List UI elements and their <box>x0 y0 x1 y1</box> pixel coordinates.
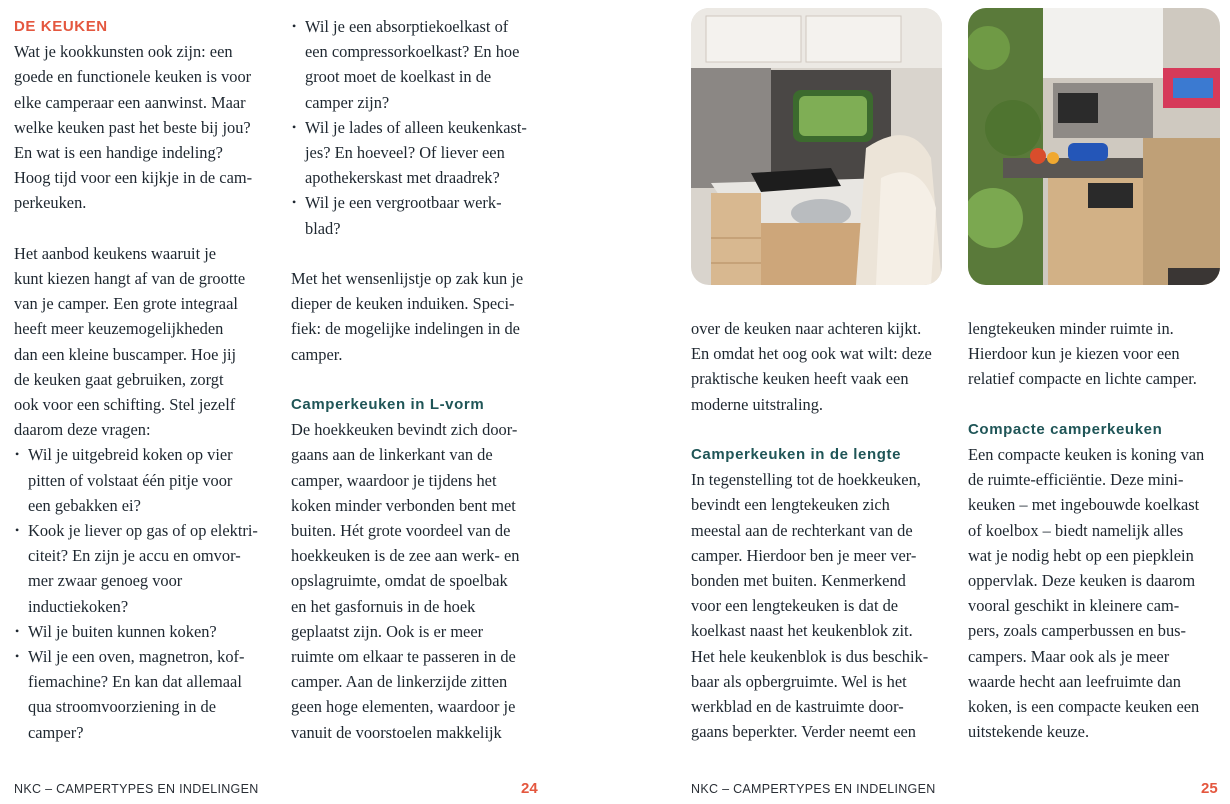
page-number-left: 24 <box>521 780 538 797</box>
text-line: en het gasfornuis in de hoek <box>291 596 476 616</box>
text-line: heeft meer keuzemogelijkheden <box>14 319 224 339</box>
text-line: Het hele keukenblok is dus beschik- <box>691 646 929 666</box>
text-line: En omdat het oog ook wat wilt: deze <box>691 344 932 364</box>
text-line: apothekerskast met draadrek? <box>305 168 500 188</box>
text-line: goede en functionele keuken is voor <box>14 67 252 87</box>
l-shaped-kitchen-photo <box>691 8 942 285</box>
text-line: baar als opbergruimte. Wel is het <box>691 671 907 691</box>
question-list-1 <box>14 442 276 744</box>
text-line: bevindt een lengtekeuken zich <box>691 495 890 515</box>
question-list-2 <box>291 14 553 241</box>
text-line: werkblad en de kastruimte door- <box>691 697 904 717</box>
text-line: In tegenstelling tot de hoekkeuken, <box>691 470 921 490</box>
list-item <box>291 115 553 191</box>
text-line: • Wil je een oven, magnetron, kof- <box>28 647 245 667</box>
list-item <box>14 518 276 619</box>
text-line: keuken – met ingebouwde koelkast <box>968 495 1200 515</box>
text-line: Hierdoor kun je kiezen voor een <box>968 344 1180 364</box>
text-line: de keuken gaat gebruiken, zorgt <box>14 369 224 389</box>
paragraph-continued <box>691 316 953 417</box>
text-line: of koelbox – biedt namelijk alles <box>968 520 1184 540</box>
text-line: camper. Aan de linkerzijde zitten <box>291 672 508 692</box>
text-line: dieper de keuken induiken. Speci- <box>291 294 515 314</box>
text-line: vanuit de voorstoelen makkelijk <box>291 722 502 742</box>
text-line: camper. <box>291 344 343 364</box>
text-line: koelkast naast het keukenblok zit. <box>691 621 913 641</box>
text-line: voor een lengtekeuken is dat de <box>691 596 899 616</box>
list-item <box>14 442 276 518</box>
text-line: fiemachine? En kan dat allemaal <box>28 672 242 692</box>
text-line: vooral geschikt in kleinere cam- <box>968 596 1180 616</box>
text-line: een gebakken ei? <box>28 495 141 515</box>
paragraph-l-vorm <box>291 417 553 745</box>
text-line: De hoekkeuken bevindt zich door- <box>291 420 518 440</box>
right-column-3 <box>691 316 953 744</box>
text-line: perkeuken. <box>14 193 87 213</box>
text-line: Wat je kookkunsten ook zijn: een <box>14 42 233 62</box>
intro-paragraph <box>14 39 276 215</box>
text-line: opslagruimte, omdat de spoelbak <box>291 571 508 591</box>
text-line: camper zijn? <box>305 92 390 112</box>
text-line: camper, waardoor je tijdens het <box>291 470 497 490</box>
text-line: groot moet de koelkast in de <box>305 67 492 87</box>
list-item <box>291 190 553 240</box>
left-column-2 <box>291 14 553 745</box>
text-line: gaans aan de linkerkant van de <box>291 445 493 465</box>
text-line: • Wil je uitgebreid koken op vier <box>28 445 233 465</box>
compact-kitchen-photo <box>968 8 1220 285</box>
right-column-4 <box>968 316 1226 744</box>
text-line: pers, zoals camperbussen en bus- <box>968 621 1187 641</box>
text-line: citeit? En zijn je accu en omvor- <box>28 546 241 566</box>
text-line: meestal aan de rechterkant van de <box>691 520 913 540</box>
text-line: een compressorkoelkast? En hoe <box>305 42 520 62</box>
text-line: van je camper. Een grote integraal <box>14 294 238 314</box>
text-line: koken minder verbonden bent met <box>291 495 516 515</box>
text-line: ook voor een schifting. Stel jezelf <box>14 395 236 415</box>
text-line: koken, is een compacte keuken een <box>968 697 1200 717</box>
text-line: fiek: de mogelijke indelingen in de <box>291 319 520 339</box>
paragraph-lengte <box>691 467 953 744</box>
text-line: gaans beperkter. Verder neemt een <box>691 722 916 742</box>
text-line: over de keuken naar achteren kijkt. <box>691 319 922 338</box>
list-item <box>291 14 553 115</box>
text-line: pitten of volstaat één pitje voor <box>28 470 233 490</box>
text-line: • Wil je een vergrootbaar werk- <box>305 193 502 213</box>
footer-left: NKC – CAMPERTYPES EN INDELINGEN <box>14 782 259 796</box>
text-line: • Kook je liever op gas of op elektri- <box>28 521 258 541</box>
text-line: lengtekeuken minder ruimte in. <box>968 319 1174 338</box>
text-line: • Wil je lades of alleen keukenkast- <box>305 117 527 137</box>
text-line: uitstekende keuze. <box>968 722 1090 742</box>
section-title-de-keuken: DE KEUKEN <box>14 18 108 35</box>
text-line: Hoog tijd voor een kijkje in de cam- <box>14 168 253 188</box>
paragraph-compact <box>968 442 1226 744</box>
footer-right: NKC – CAMPERTYPES EN INDELINGEN <box>691 782 936 796</box>
text-line: elke camperaar een aanwinst. Maar <box>14 92 246 112</box>
text-line: camper. Hierdoor ben je meer ver- <box>691 545 917 565</box>
paragraph-wensenlijstje <box>291 266 553 367</box>
paragraph-continued <box>968 316 1226 392</box>
text-line: hoekkeuken is de zee aan werk- en <box>291 546 520 566</box>
text-line: ruimte om elkaar te passeren in de <box>291 647 516 667</box>
text-line: buiten. Hét grote voordeel van de <box>291 521 511 541</box>
text-line: • Wil je buiten kunnen koken? <box>28 621 217 641</box>
text-line: camper? <box>28 722 84 742</box>
text-line: wat je nodig hebt op een piepklein <box>968 545 1194 565</box>
text-line: mer zwaar genoeg voor <box>28 571 183 591</box>
text-line: Een compacte keuken is koning van <box>968 445 1205 464</box>
text-line: daarom deze vragen: <box>14 420 151 440</box>
page-number-right: 25 <box>1201 780 1218 797</box>
text-line: jes? En hoeveel? Of liever een <box>305 143 505 163</box>
text-line: dan een kleine buscamper. Hoe jij <box>14 344 237 364</box>
paragraph-aanbod <box>14 241 276 443</box>
heading-l-vorm: Camperkeuken in L-vorm <box>291 396 485 414</box>
list-item <box>14 644 276 745</box>
text-line: kunt kiezen hangt af van de grootte <box>14 269 246 289</box>
text-line: • Wil je een absorptiekoelkast of <box>305 17 509 36</box>
text-line: blad? <box>305 218 341 238</box>
text-line: geplaatst zijn. Ook is er meer <box>291 621 484 641</box>
text-line: moderne uitstraling. <box>691 394 824 414</box>
text-line: waarde hecht aan leefruimte dan <box>968 671 1181 691</box>
text-line: de ruimte-efficiëntie. Deze mini- <box>968 470 1184 490</box>
text-line: oppervlak. Deze keuken is daarom <box>968 571 1196 591</box>
text-line: Het aanbod keukens waaruit je <box>14 243 217 263</box>
text-line: campers. Maar ook als je meer <box>968 646 1170 666</box>
text-line: inductiekoken? <box>28 596 129 616</box>
heading-lengte: Camperkeuken in de lengte <box>691 446 902 463</box>
list-item <box>14 619 276 644</box>
text-line: praktische keuken heeft vaak een <box>691 369 909 389</box>
text-line: geen hoge elementen, waardoor je <box>291 697 516 717</box>
text-line: En wat is een handige indeling? <box>14 143 223 163</box>
left-column-1 <box>14 14 276 745</box>
text-line: relatief compacte en lichte camper. <box>968 369 1197 389</box>
text-line: welke keuken past het beste bij jou? <box>14 117 251 137</box>
text-line: Met het wensenlijstje op zak kun je <box>291 269 524 289</box>
text-line: bonden met buiten. Kenmerkend <box>691 571 906 591</box>
text-line: qua stroomvoorziening in de <box>28 697 216 717</box>
heading-compact: Compacte camperkeuken <box>968 420 1163 438</box>
